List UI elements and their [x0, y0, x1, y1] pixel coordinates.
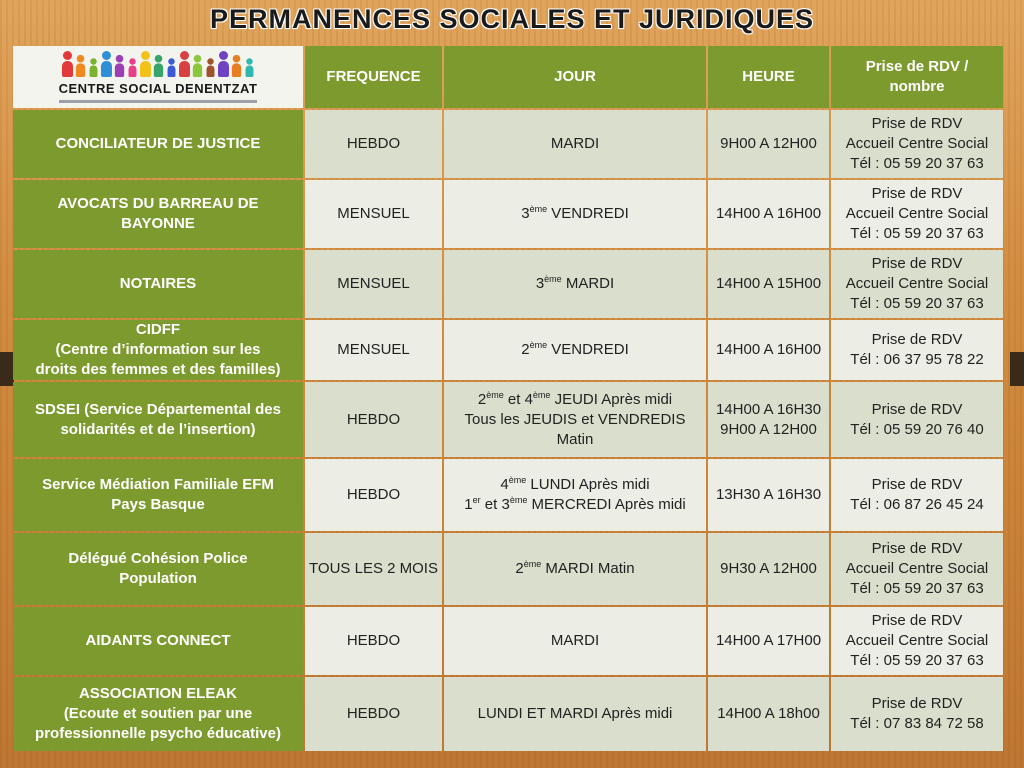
heure-line: 14H00 A 16H00 — [715, 205, 822, 222]
rdv-cell — [831, 382, 1003, 457]
service-label-line: AIDANTS CONNECT — [85, 632, 231, 649]
rdv-line: Prise de RDV — [871, 695, 963, 712]
person-figure-icon — [153, 55, 162, 77]
jour-text: JEUDI Après midi — [550, 390, 673, 408]
jour-line — [536, 275, 614, 292]
ordinal-suffix: ème — [532, 389, 551, 400]
jour-text: MARDI Matin — [541, 560, 635, 577]
person-figure-icon — [192, 55, 201, 77]
frequence-cell: MENSUEL — [305, 250, 442, 318]
service-label — [13, 677, 303, 751]
rdv-line: Prise de RDV — [871, 331, 963, 348]
frequence-cell: MENSUEL — [305, 320, 442, 380]
jour-line — [521, 205, 629, 222]
jour-line — [521, 341, 629, 358]
jour-text: 2 — [521, 341, 530, 358]
header-rdv-line1: Prise de RDV / — [865, 58, 969, 75]
service-label-line: solidarités et de l’insertion) — [60, 420, 256, 438]
person-figure-icon — [218, 51, 229, 77]
jour-text: LUNDI ET MARDI Après midi — [477, 705, 673, 722]
person-figure-icon — [101, 51, 112, 77]
service-label — [13, 533, 303, 605]
rdv-line: Prise de RDV — [871, 540, 963, 557]
ordinal-suffix: ème — [544, 274, 562, 284]
jour-text: 2 — [477, 390, 487, 408]
heure-line: 14H00 A 16H30 — [715, 400, 822, 418]
rdv-line: Prise de RDV — [871, 400, 963, 418]
person-figure-icon — [206, 58, 214, 77]
header-frequence: FREQUENCE — [305, 46, 442, 108]
service-label-line: professionnelle psycho éducative) — [35, 725, 281, 742]
jour-text: VENDREDI — [547, 341, 629, 358]
rdv-cell — [831, 607, 1003, 675]
heure-line: 14H00 A 17H00 — [715, 632, 822, 649]
rdv-line: Prise de RDV — [871, 255, 963, 272]
service-label-line: Population — [119, 570, 197, 587]
rdv-line: Tél : 05 59 20 37 63 — [850, 225, 984, 242]
rdv-line: Tél : 05 59 20 76 40 — [850, 420, 984, 438]
rdv-line: Accueil Centre Social — [845, 275, 989, 292]
rdv-cell — [831, 459, 1003, 531]
service-label-line: ASSOCIATION ELEAK — [78, 685, 238, 702]
rdv-line: Accueil Centre Social — [845, 135, 989, 152]
rdv-cell — [831, 320, 1003, 380]
jour-line — [551, 632, 599, 649]
header-heure: HEURE — [708, 46, 829, 108]
jour-text: Tous les JEUDIS et VENDREDIS Matin — [464, 410, 686, 448]
jour-text: VENDREDI — [547, 205, 629, 222]
heure-cell — [708, 320, 829, 380]
rdv-line: Prise de RDV — [871, 612, 963, 629]
ordinal-suffix: ème — [529, 204, 548, 214]
jour-cell — [444, 382, 706, 457]
heure-line: 9H00 A 12H00 — [720, 420, 817, 438]
heure-line: 9H00 A 12H00 — [720, 135, 817, 152]
service-label-line: CIDFF — [135, 321, 181, 338]
ordinal-suffix: ème — [523, 559, 542, 569]
heure-line: 9H30 A 12H00 — [720, 560, 817, 577]
schedule-table — [11, 44, 1005, 753]
heure-line: 14H00 A 18h00 — [717, 705, 820, 722]
jour-cell — [444, 607, 706, 675]
rdv-line: Tél : 05 59 20 37 63 — [850, 295, 984, 312]
jour-line — [551, 135, 599, 152]
person-figure-icon — [231, 55, 240, 77]
table-row — [13, 607, 1003, 675]
rdv-cell — [831, 250, 1003, 318]
people-figures-icon — [62, 51, 255, 77]
rdv-line: Tél : 06 37 95 78 22 — [850, 351, 984, 368]
service-label-line: droits des femmes et des familles) — [35, 361, 281, 378]
jour-cell — [444, 459, 706, 531]
jour-cell — [444, 180, 706, 248]
page-title: PERMANENCES SOCIALES ET JURIDIQUES — [209, 4, 815, 34]
table-row — [13, 180, 1003, 248]
service-label-line: Service Médiation Familiale EFM — [42, 476, 274, 493]
heure-line: 14H00 A 16H00 — [715, 341, 822, 358]
jour-line — [464, 496, 685, 513]
service-label-line: SDSEI (Service Départemental des — [35, 400, 281, 418]
rdv-line: Tél : 05 59 20 37 63 — [850, 155, 984, 172]
rdv-line: Accueil Centre Social — [845, 632, 989, 649]
jour-line — [478, 705, 673, 722]
jour-line — [515, 560, 634, 577]
service-label — [13, 607, 303, 675]
jour-line — [465, 411, 686, 448]
heure-cell — [708, 180, 829, 248]
person-figure-icon — [75, 55, 84, 77]
person-figure-icon — [167, 58, 175, 77]
jour-cell — [444, 320, 706, 380]
person-figure-icon — [62, 51, 73, 77]
frequence-cell: HEBDO — [305, 110, 442, 178]
person-figure-icon — [128, 58, 136, 77]
heure-cell — [708, 382, 829, 457]
person-figure-icon — [179, 51, 190, 77]
jour-text: MERCREDI Après midi — [527, 496, 686, 513]
frequence-cell: HEBDO — [305, 607, 442, 675]
service-label-line: NOTAIRES — [119, 275, 197, 292]
service-label-line: (Ecoute et soutien par une — [63, 705, 253, 722]
service-label-line: CONCILIATEUR DE JUSTICE — [55, 135, 261, 152]
rdv-line: Tél : 07 83 84 72 58 — [850, 715, 984, 732]
table-row — [13, 677, 1003, 751]
rdv-line: Tél : 05 59 20 37 63 — [850, 652, 984, 669]
jour-cell — [444, 110, 706, 178]
service-label — [13, 250, 303, 318]
heure-cell — [708, 533, 829, 605]
table-row — [13, 533, 1003, 605]
jour-text: 4 — [500, 476, 509, 493]
jour-text: 1 — [464, 496, 473, 513]
jour-text: 2 — [515, 560, 524, 577]
jour-cell — [444, 250, 706, 318]
rdv-line: Prise de RDV — [871, 115, 963, 132]
heure-cell — [708, 250, 829, 318]
jour-text: MARDI — [550, 135, 600, 152]
ordinal-suffix: ème — [529, 340, 548, 350]
frequence-cell: MENSUEL — [305, 180, 442, 248]
heure-line: 14H00 A 15H00 — [715, 275, 822, 292]
jour-text: MARDI — [550, 632, 600, 649]
rdv-line: Tél : 05 59 20 37 63 — [850, 580, 984, 597]
service-label-line: AVOCATS DU BARREAU DE — [57, 195, 259, 212]
service-label — [13, 110, 303, 178]
side-band-right — [1010, 352, 1024, 386]
service-label — [13, 382, 303, 457]
jour-text: 3 — [521, 205, 530, 222]
rdv-cell — [831, 677, 1003, 751]
header-rdv — [831, 46, 1003, 108]
heure-cell — [708, 110, 829, 178]
ordinal-suffix: er — [472, 495, 481, 505]
jour-text: 3 — [535, 275, 545, 292]
service-label — [13, 320, 303, 380]
rdv-line: Prise de RDV — [871, 476, 963, 493]
service-label-line: Pays Basque — [111, 496, 205, 513]
header-row — [13, 46, 1003, 108]
jour-cell — [444, 677, 706, 751]
person-figure-icon — [89, 58, 97, 77]
rdv-line: Prise de RDV — [871, 185, 963, 202]
frequence-cell: HEBDO — [305, 677, 442, 751]
centre-social-logo — [17, 51, 299, 103]
heure-cell — [708, 677, 829, 751]
table-row — [13, 110, 1003, 178]
table-row — [13, 382, 1003, 457]
jour-text: MARDI — [561, 275, 615, 292]
rdv-line: Accueil Centre Social — [845, 205, 989, 222]
jour-text: et 4 — [503, 390, 533, 408]
header-rdv-line2: nombre — [889, 78, 945, 95]
rdv-line: Accueil Centre Social — [845, 560, 989, 577]
jour-text: LUNDI Après midi — [526, 476, 650, 493]
rdv-cell — [831, 533, 1003, 605]
ordinal-suffix: ème — [486, 389, 504, 400]
service-label — [13, 459, 303, 531]
person-figure-icon — [114, 55, 123, 77]
person-figure-icon — [245, 58, 253, 77]
service-label — [13, 180, 303, 248]
rdv-cell — [831, 110, 1003, 178]
frequence-cell: HEBDO — [305, 459, 442, 531]
jour-text: et 3 — [480, 496, 510, 513]
frequence-cell: TOUS LES 2 MOIS — [305, 533, 442, 605]
header-jour: JOUR — [444, 46, 706, 108]
jour-cell — [444, 533, 706, 605]
table-row — [13, 320, 1003, 380]
heure-cell — [708, 607, 829, 675]
logo-cell — [13, 46, 303, 108]
service-label-line: Délégué Cohésion Police — [68, 550, 248, 567]
service-label-line: (Centre d’information sur les — [55, 341, 261, 358]
rdv-cell — [831, 180, 1003, 248]
ordinal-suffix: ème — [508, 475, 527, 485]
table-row — [13, 250, 1003, 318]
jour-line — [478, 391, 672, 408]
person-figure-icon — [140, 51, 151, 77]
frequence-cell: HEBDO — [305, 382, 442, 457]
heure-cell — [708, 459, 829, 531]
ordinal-suffix: ème — [509, 495, 528, 505]
rdv-line: Tél : 06 87 26 45 24 — [850, 496, 984, 513]
heure-line: 13H30 A 16H30 — [715, 486, 822, 503]
logo-text: CENTRE SOCIAL DENENTZAT — [59, 79, 258, 103]
jour-line — [500, 476, 649, 493]
table-row — [13, 459, 1003, 531]
service-label-line: BAYONNE — [121, 215, 195, 232]
